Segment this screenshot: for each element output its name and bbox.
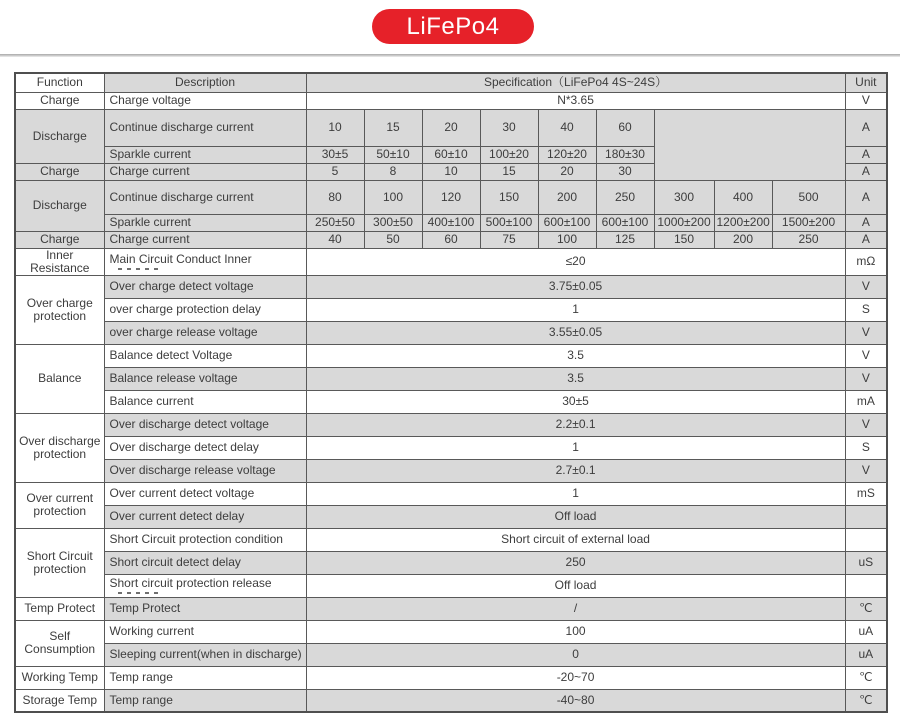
unit-cell: uA bbox=[845, 643, 887, 666]
row-over-discharge-3 bbox=[15, 459, 887, 482]
value-cell: 400 bbox=[714, 180, 772, 214]
unit-cell: uA bbox=[845, 620, 887, 643]
value-cell: Off load bbox=[306, 505, 845, 528]
value-cell: 100 bbox=[306, 620, 845, 643]
description-text: Main Circuit Conduct Inner bbox=[109, 252, 252, 266]
function-cell: Inner Resistance bbox=[15, 248, 104, 275]
unit-cell: A bbox=[845, 109, 887, 146]
unit-cell: ℃ bbox=[845, 597, 887, 620]
description-cell: Sparkle current bbox=[104, 214, 306, 231]
function-cell: Temp Protect bbox=[15, 597, 104, 620]
value-cell: 1500±200 bbox=[772, 214, 845, 231]
row-inner-resistance bbox=[15, 248, 887, 275]
value-cell: 10 bbox=[422, 163, 480, 180]
unit-cell: S bbox=[845, 298, 887, 321]
function-cell: Balance bbox=[15, 344, 104, 413]
value-cell: 250 bbox=[306, 551, 845, 574]
description-cell: Working current bbox=[104, 620, 306, 643]
unit-cell: A bbox=[845, 214, 887, 231]
description-cell: Temp Protect bbox=[104, 597, 306, 620]
value-cell: / bbox=[306, 597, 845, 620]
value-cell: 2.2±0.1 bbox=[306, 413, 845, 436]
header-function: Function bbox=[15, 73, 104, 92]
value-cell: 300±50 bbox=[364, 214, 422, 231]
row-over-current-1 bbox=[15, 482, 887, 505]
value-cell: 20 bbox=[422, 109, 480, 146]
value-cell: 100±20 bbox=[480, 146, 538, 163]
value-cell: 50±10 bbox=[364, 146, 422, 163]
description-cell bbox=[104, 574, 306, 597]
value-cell: 80 bbox=[306, 180, 364, 214]
header-divider bbox=[0, 54, 900, 57]
function-cell: Over charge protection bbox=[15, 275, 104, 344]
value-cell: 3.5 bbox=[306, 344, 845, 367]
value-cell: 60±10 bbox=[422, 146, 480, 163]
value-cell: 400±100 bbox=[422, 214, 480, 231]
function-cell: Over current protection bbox=[15, 482, 104, 528]
function-cell: Self Consumption bbox=[15, 620, 104, 666]
value-cell: 100 bbox=[538, 231, 596, 248]
value-cell: 3.75±0.05 bbox=[306, 275, 845, 298]
value-cell: 120 bbox=[422, 180, 480, 214]
description-cell: Balance release voltage bbox=[104, 367, 306, 390]
description-cell bbox=[104, 248, 306, 275]
description-text: Short circuit protection release bbox=[109, 576, 272, 590]
value-cell: 8 bbox=[364, 163, 422, 180]
function-cell: Short Circuit protection bbox=[15, 528, 104, 597]
unit-cell: A bbox=[845, 146, 887, 163]
description-cell: Balance detect Voltage bbox=[104, 344, 306, 367]
description-cell: Temp range bbox=[104, 689, 306, 712]
value-cell: 20 bbox=[538, 163, 596, 180]
unit-cell: V bbox=[845, 413, 887, 436]
function-cell: Discharge bbox=[15, 109, 104, 163]
description-cell: Charge current bbox=[104, 163, 306, 180]
header-specification: Specification（LiFePo4 4S~24S） bbox=[306, 73, 845, 92]
unit-cell: V bbox=[845, 92, 887, 109]
description-cell: Short circuit detect delay bbox=[104, 551, 306, 574]
value-cell: 30±5 bbox=[306, 146, 364, 163]
header-row bbox=[15, 73, 887, 92]
value-cell: Off load bbox=[306, 574, 845, 597]
unit-cell: A bbox=[845, 180, 887, 214]
function-cell: Charge bbox=[15, 163, 104, 180]
empty-merged-cell bbox=[654, 109, 845, 180]
value-cell: ≤20 bbox=[306, 248, 845, 275]
value-cell: 1 bbox=[306, 298, 845, 321]
value-cell: 10 bbox=[306, 109, 364, 146]
description-cell: Over current detect voltage bbox=[104, 482, 306, 505]
unit-cell: ℃ bbox=[845, 689, 887, 712]
description-cell: Over discharge release voltage bbox=[104, 459, 306, 482]
row-balance-3 bbox=[15, 390, 887, 413]
row-self-consumption-1 bbox=[15, 620, 887, 643]
value-cell: 150 bbox=[480, 180, 538, 214]
row-discharge2-continue bbox=[15, 180, 887, 214]
unit-cell: ℃ bbox=[845, 666, 887, 689]
unit-cell: V bbox=[845, 459, 887, 482]
value-cell: 15 bbox=[364, 109, 422, 146]
description-cell: Balance current bbox=[104, 390, 306, 413]
row-working-temp bbox=[15, 666, 887, 689]
description-cell: Over discharge detect delay bbox=[104, 436, 306, 459]
unit-cell: mΩ bbox=[845, 248, 887, 275]
title-badge-label: LiFePo4 bbox=[406, 12, 500, 40]
row-storage-temp bbox=[15, 689, 887, 712]
value-cell: 5 bbox=[306, 163, 364, 180]
unit-cell: V bbox=[845, 367, 887, 390]
title-badge bbox=[372, 9, 534, 44]
value-cell: 60 bbox=[422, 231, 480, 248]
function-cell: Charge bbox=[15, 231, 104, 248]
value-cell: 150 bbox=[654, 231, 714, 248]
function-cell: Over discharge protection bbox=[15, 413, 104, 482]
spec-table bbox=[14, 72, 888, 713]
unit-cell bbox=[845, 528, 887, 551]
clipped-text-hint bbox=[118, 592, 158, 594]
unit-cell: V bbox=[845, 321, 887, 344]
value-cell: 3.5 bbox=[306, 367, 845, 390]
value-cell: 500 bbox=[772, 180, 845, 214]
row-self-consumption-2 bbox=[15, 643, 887, 666]
row-short-circuit-2 bbox=[15, 551, 887, 574]
row-temp-protect bbox=[15, 597, 887, 620]
row-over-current-2 bbox=[15, 505, 887, 528]
value-cell: 1 bbox=[306, 436, 845, 459]
description-cell: Temp range bbox=[104, 666, 306, 689]
description-cell: Continue discharge current bbox=[104, 109, 306, 146]
function-cell: Charge bbox=[15, 92, 104, 109]
function-cell: Discharge bbox=[15, 180, 104, 231]
unit-cell bbox=[845, 574, 887, 597]
value-cell: 600±100 bbox=[538, 214, 596, 231]
value-cell: 15 bbox=[480, 163, 538, 180]
unit-cell: V bbox=[845, 275, 887, 298]
row-charge-voltage bbox=[15, 92, 887, 109]
value-cell: 120±20 bbox=[538, 146, 596, 163]
value-cell: 250±50 bbox=[306, 214, 364, 231]
value-cell: 3.55±0.05 bbox=[306, 321, 845, 344]
description-cell: Charge current bbox=[104, 231, 306, 248]
description-cell: Sparkle current bbox=[104, 146, 306, 163]
description-cell: over charge release voltage bbox=[104, 321, 306, 344]
description-cell: Over discharge detect voltage bbox=[104, 413, 306, 436]
unit-cell: A bbox=[845, 231, 887, 248]
unit-cell: V bbox=[845, 344, 887, 367]
value-cell: 40 bbox=[538, 109, 596, 146]
value-cell: N*3.65 bbox=[306, 92, 845, 109]
value-cell: 30±5 bbox=[306, 390, 845, 413]
unit-cell: uS bbox=[845, 551, 887, 574]
description-cell: Charge voltage bbox=[104, 92, 306, 109]
value-cell: 125 bbox=[596, 231, 654, 248]
unit-cell: S bbox=[845, 436, 887, 459]
value-cell: 600±100 bbox=[596, 214, 654, 231]
header-description: Description bbox=[104, 73, 306, 92]
value-cell: 250 bbox=[772, 231, 845, 248]
value-cell: 30 bbox=[480, 109, 538, 146]
value-cell: 2.7±0.1 bbox=[306, 459, 845, 482]
value-cell: 500±100 bbox=[480, 214, 538, 231]
value-cell: -20~70 bbox=[306, 666, 845, 689]
function-cell: Working Temp bbox=[15, 666, 104, 689]
row-over-discharge-1 bbox=[15, 413, 887, 436]
unit-cell bbox=[845, 505, 887, 528]
row-short-circuit-3 bbox=[15, 574, 887, 597]
description-cell: Continue discharge current bbox=[104, 180, 306, 214]
header-unit: Unit bbox=[845, 73, 887, 92]
row-over-discharge-2 bbox=[15, 436, 887, 459]
row-discharge1-continue bbox=[15, 109, 887, 146]
value-cell: 60 bbox=[596, 109, 654, 146]
value-cell: Short circuit of external load bbox=[306, 528, 845, 551]
unit-cell: mS bbox=[845, 482, 887, 505]
description-cell: Over charge detect voltage bbox=[104, 275, 306, 298]
row-short-circuit-1 bbox=[15, 528, 887, 551]
description-cell: Over current detect delay bbox=[104, 505, 306, 528]
description-cell: over charge protection delay bbox=[104, 298, 306, 321]
row-over-charge-3 bbox=[15, 321, 887, 344]
value-cell: 100 bbox=[364, 180, 422, 214]
value-cell: 200 bbox=[714, 231, 772, 248]
value-cell: 300 bbox=[654, 180, 714, 214]
value-cell: 30 bbox=[596, 163, 654, 180]
value-cell: 75 bbox=[480, 231, 538, 248]
value-cell: 200 bbox=[538, 180, 596, 214]
row-discharge2-sparkle bbox=[15, 214, 887, 231]
value-cell: 40 bbox=[306, 231, 364, 248]
row-balance-2 bbox=[15, 367, 887, 390]
function-cell: Storage Temp bbox=[15, 689, 104, 712]
description-cell: Short Circuit protection condition bbox=[104, 528, 306, 551]
value-cell: 180±30 bbox=[596, 146, 654, 163]
value-cell: 50 bbox=[364, 231, 422, 248]
unit-cell: mA bbox=[845, 390, 887, 413]
row-balance-1 bbox=[15, 344, 887, 367]
value-cell: 1200±200 bbox=[714, 214, 772, 231]
row-over-charge-2 bbox=[15, 298, 887, 321]
value-cell: 250 bbox=[596, 180, 654, 214]
row-over-charge-1 bbox=[15, 275, 887, 298]
description-cell: Sleeping current(when in discharge) bbox=[104, 643, 306, 666]
value-cell: -40~80 bbox=[306, 689, 845, 712]
unit-cell: A bbox=[845, 163, 887, 180]
value-cell: 0 bbox=[306, 643, 845, 666]
clipped-text-hint bbox=[118, 268, 158, 270]
row-charge-current2 bbox=[15, 231, 887, 248]
value-cell: 1 bbox=[306, 482, 845, 505]
value-cell: 1000±200 bbox=[654, 214, 714, 231]
